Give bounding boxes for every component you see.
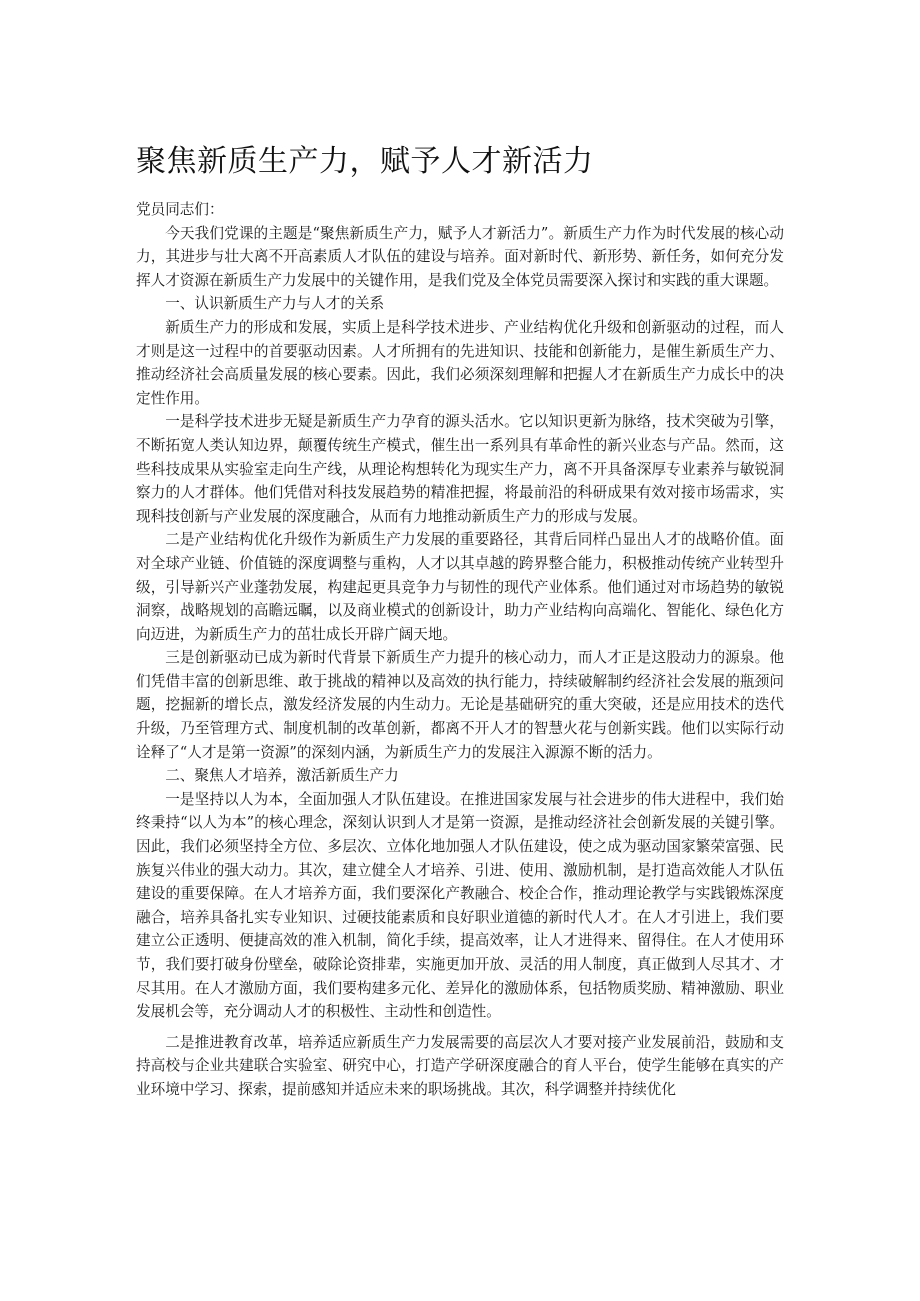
section-2-paragraph-2: 二是推进教育改革，培养适应新质生产力发展需要的高层次人才要对接产业发展前沿，鼓励和支持高校与企业共建联合实验室、研究中心，打造产学研深度融合的育人平台，使学生能够在真实的产业环境中学习、探索，提前感知并适应未来的职场挑战。其次，科学调整并持续优化 (136, 1033, 784, 1098)
document-body (136, 198, 784, 1102)
intro-paragraph: 今天我们党课的主题是“聚焦新质生产力，赋予人才新活力”。新质生产力作为时代发展的核心动力，其进步与壮大离不开高素质人才队伍的建设与培养。面对新时代、新形势、新任务，如何充分发挥人才资源在新质生产力发展中的关键作用，是我们党及全体党员需要深入探讨和实践的重大课题。 (136, 224, 784, 289)
section-1-heading: 一、认识新质生产力与人才的关系 (165, 295, 385, 313)
section-1-paragraph-1: 新质生产力的形成和发展，实质上是科学技术进步、产业结构优化升级和创新驱动的过程，而人才则是这一过程中的首要驱动因素。人才所拥有的先进知识、技能和创新能力，是催生新质生产力、推动经济社会高质量发展的核心要素。因此，我们必须深刻理解和把握人才在新质生产力成长中的决定性作用。 (136, 318, 784, 407)
section-2-paragraph-1: 一是坚持以人为本，全面加强人才队伍建设。在推进国家发展与社会进步的伟大进程中，我们始终秉持“以人为本”的核心理念，深刻认识到人才是第一资源，是推动经济社会创新发展的关键引擎。因此，我们必须坚持全方位、多层次、立体化地加强人才队伍建设，使之成为驱动国家繁荣富强、民族复兴伟业的强大动力。其次，建立健全人才培养、引进、使用、激励机制，是打造高效能人才队伍建设的重要保障。在人才培养方面，我们要深化产教融合、校企合作，推动理论教学与实践锻炼深度融合，培养具备扎实专业知识、过硬技能素质和良好职业道德的新时代人才。在人才引进上，我们要建立公正透明、便捷高效的准入机制，简化手续，提高效率，让人才进得来、留得住。在人才使用环节，我们要打破身份壁垒，破除论资排辈，实施更加开放、灵活的用人制度，真正做到人尽其才、才尽其用。在人才激励方面，我们要构建多元化、差异化的激励体系，包括物质奖励、精神激励、职业发展机会等，充分调动人才的积极性、主动性和创造性。 (136, 790, 784, 1021)
document-title: 聚焦新质生产力，赋予人才新活力 (136, 144, 594, 179)
salutation: 党员同志们： (136, 201, 224, 218)
section-1-paragraph-2: 一是科学技术进步无疑是新质生产力孕育的源头活水。它以知识更新为脉络，技术突破为引擎，不断拓宽人类认知边界，颠覆传统生产模式，催生出一系列具有革命性的新兴业态与产品。然而，这些科技成果从实验室走向生产线，从理论构想转化为现实生产力，离不开具备深厚专业素养与敏锐洞察力的人才群体。他们凭借对科技发展趋势的精准把握，将最前沿的科研成果有效对接市场需求，实现科技创新与产业发展的深度融合，从而有力地推动新质生产力的形成与发展。 (136, 413, 784, 525)
section-2-heading: 二、聚焦人才培养，激活新质生产力 (165, 767, 399, 785)
section-1-paragraph-4: 三是创新驱动已成为新时代背景下新质生产力提升的核心动力，而人才正是这股动力的源泉。他们凭借丰富的创新思维、敢于挑战的精神以及高效的执行能力，持续破解制约经济社会发展的瓶颈问题，挖掘新的增长点，激发经济发展的内生动力。无论是基础研究的重大突破，还是应用技术的迭代升级，乃至管理方式、制度机制的改革创新，都离不开人才的智慧火花与创新实践。他们以实际行动诠释了“人才是第一资源”的深刻内涵，为新质生产力的发展注入源源不断的活力。 (136, 649, 784, 761)
section-1-paragraph-3: 二是产业结构优化升级作为新质生产力发展的重要路径，其背后同样凸显出人才的战略价值。面对全球产业链、价值链的深度调整与重构，人才以其卓越的跨界整合能力，积极推动传统产业转型升级，引导新兴产业蓬勃发展，构建起更具竞争力与韧性的现代产业体系。他们通过对市场趋势的敏锐洞察，战略规划的高瞻远瞩，以及商业模式的创新设计，助力产业结构向高端化、智能化、绿色化方向迈进，为新质生产力的茁壮成长开辟广阔天地。 (136, 531, 784, 643)
